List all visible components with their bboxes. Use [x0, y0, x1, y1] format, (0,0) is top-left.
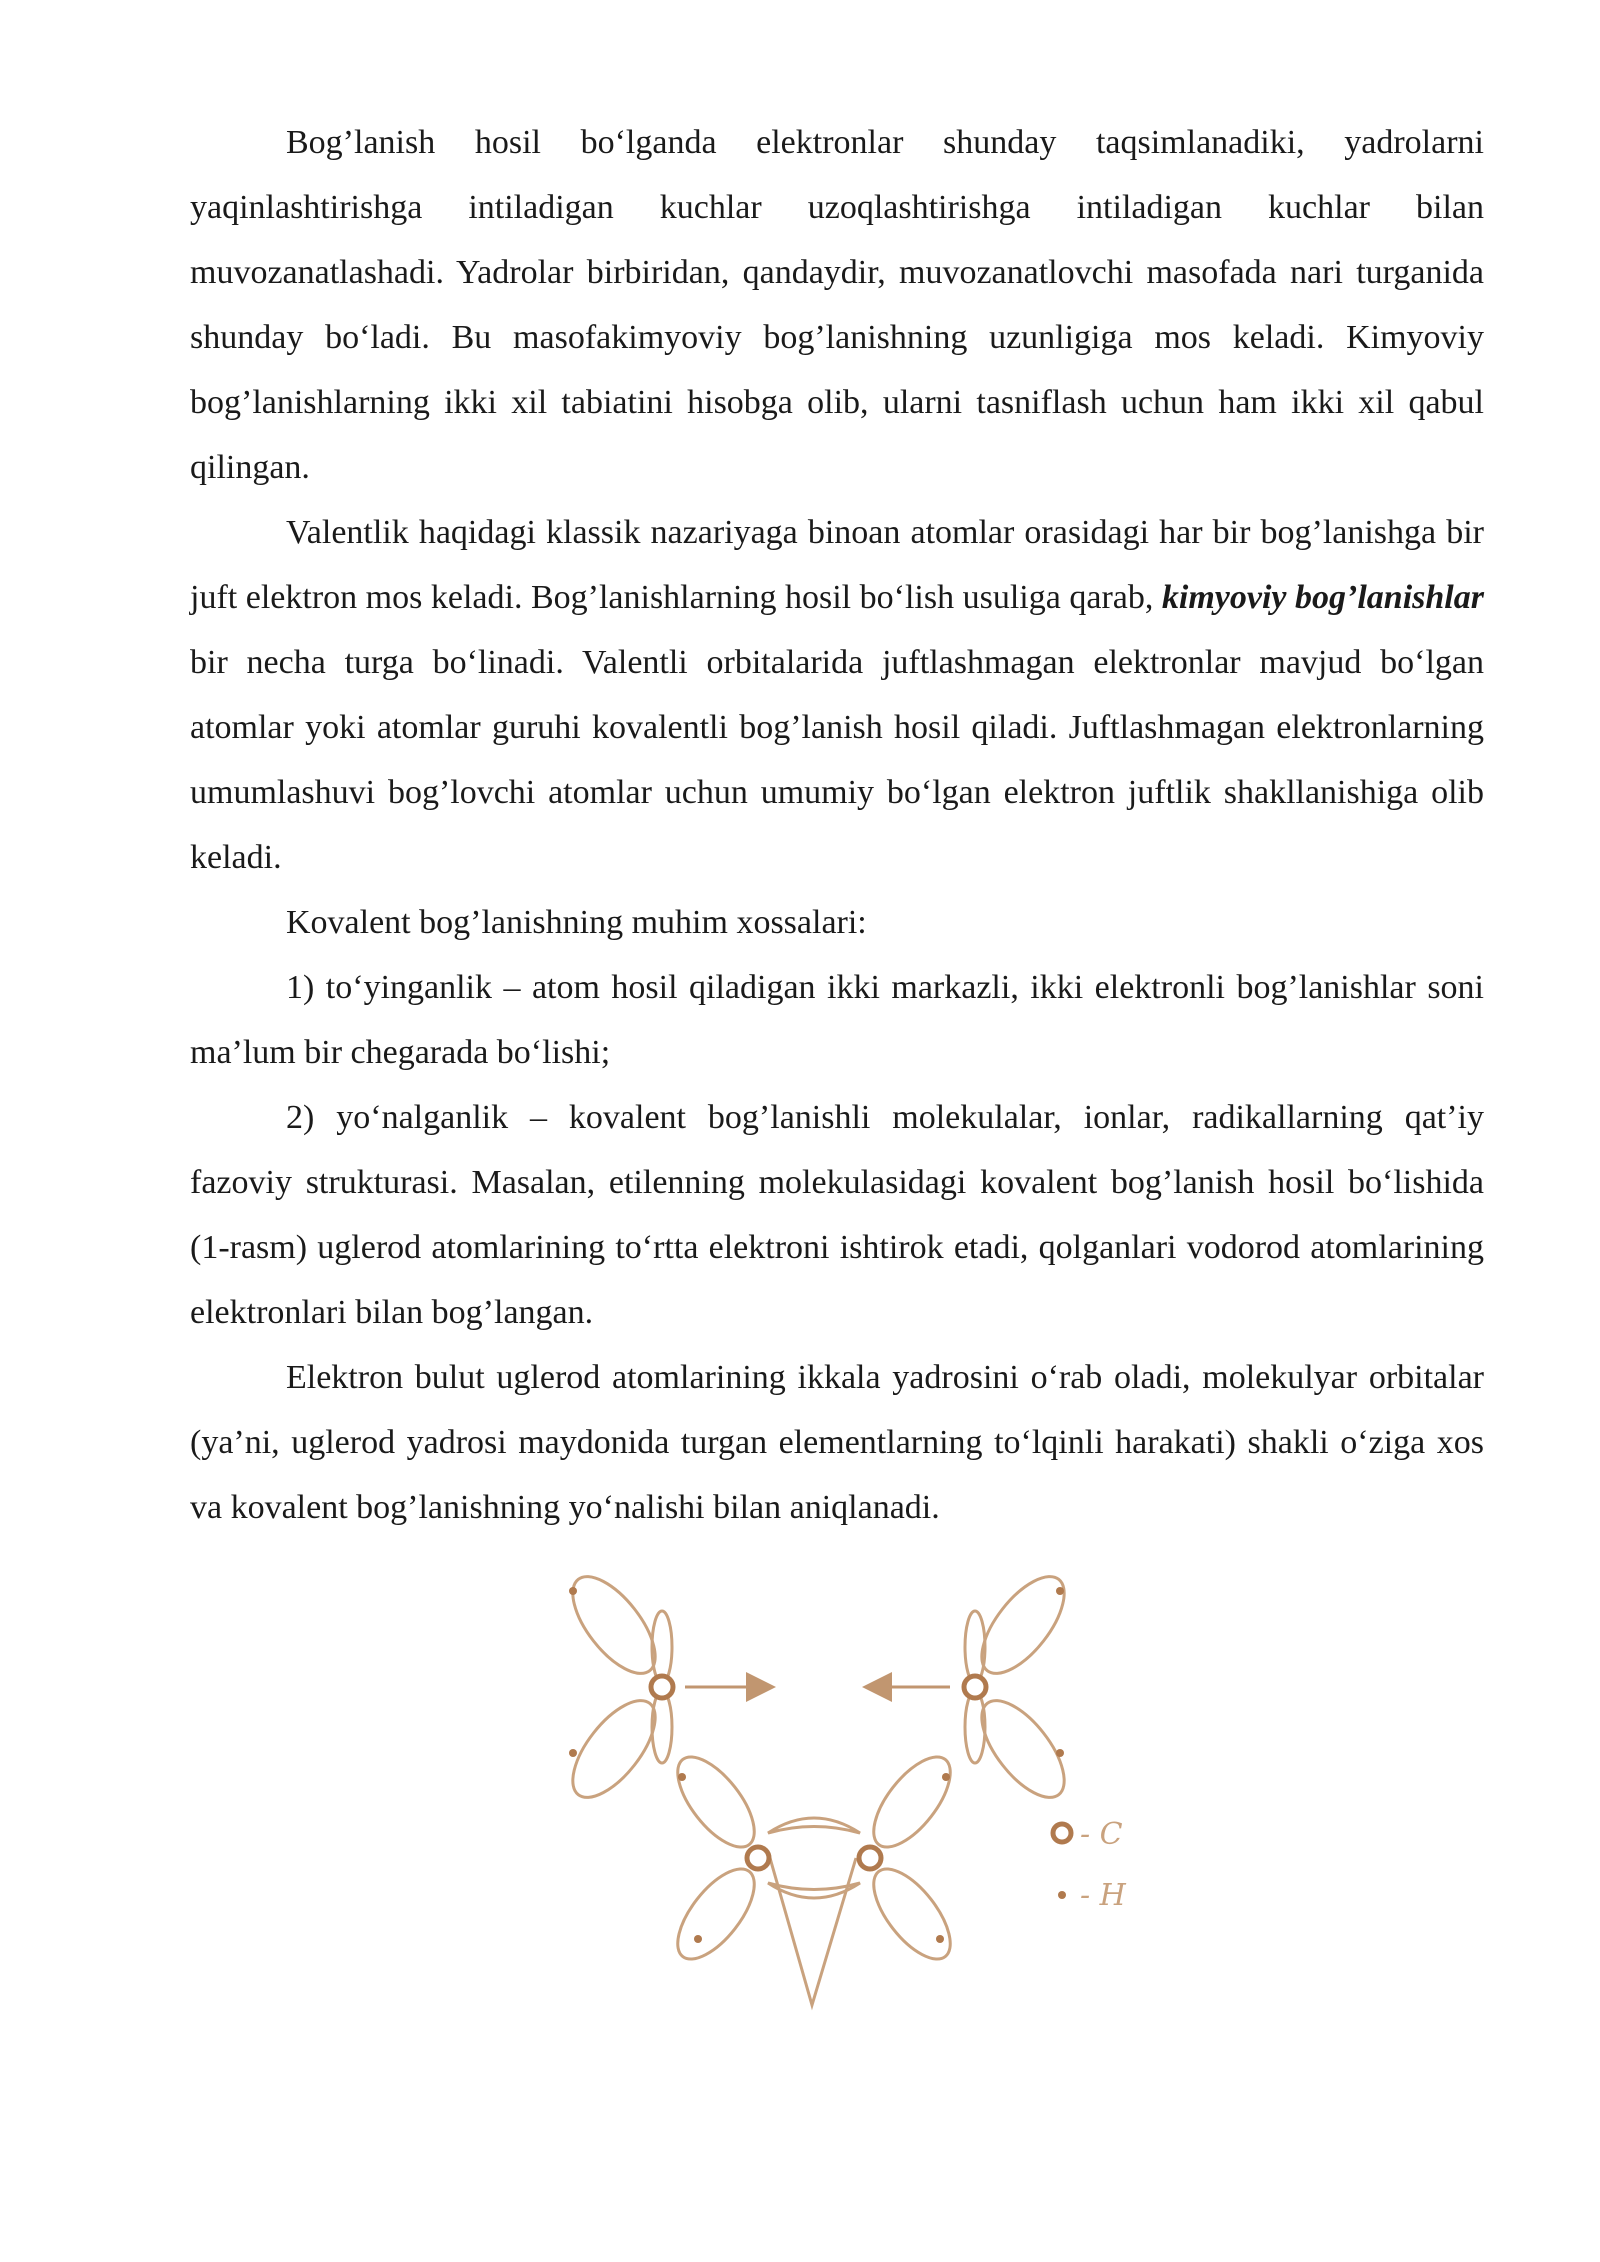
paragraph-2-end: bir necha turga bo‘linadi. Valentli orbitalarida juftlashmagan elektronlar mavjud bo‘lgan atomlar yoki atomlar guruhi kovalentli bog’lanish hosil qiladi. Juftlashmagan elektronlarning umumlashuvi bog’lovchi atomlar uchun umumiy bo‘lgan elektron juftlik shakllanishiga olib keladi. — [190, 644, 1484, 876]
legend-hydrogen-label: - H — [1080, 1878, 1126, 1913]
paragraph-1: Bog’lanish hosil bo‘lganda elektronlar shunday taqsimlanadiki, yadrolarni yaqinlashtirishga intiladigan kuchlar uzoqlashtirishga intiladigan kuchlar bilan muvozanatlashadi. Yadrolar birbiridan, qandaydir, muvozanatlovchi masofada nari turganida shunday bo‘ladi. Bu masofakimyoviy bog’lanishning uzunligiga mos keladi. Kimyoviy bog’lanishlarning ikki xil tabiatini hisobga olib, ularni tasniflash uchun ham ikki xil qabul qilingan. — [190, 124, 1484, 486]
ethylene-orbital-figure — [530, 1565, 1210, 2020]
paragraph-2 — [190, 500, 1484, 890]
list-item-directionality: 2) yo‘nalganlik – kovalent bog’lanishli molekulalar, ionlar, radikallarning qat’iy fazoviy strukturasi. Masalan, etilenning molekulasidagi kovalent bog’lanish hosil bo‘lishida (1-rasm) uglerod atomlarining to‘rtta elektroni ishtirok etadi, qolganlari vodorod atomlarining elektronlari bilan bog’langan. — [190, 1099, 1484, 1331]
list-item-saturation: 1) to‘yinganlik – atom hosil qiladigan ikki markazli, ikki elektronli bog’lanishlar soni ma’lum bir chegarada bo‘lishi; — [190, 969, 1484, 1071]
carbon-atom-top-right — [964, 1565, 1079, 1811]
legend-hydrogen-icon — [1058, 1891, 1066, 1899]
carbon-atom-top-left — [558, 1565, 673, 1811]
paragraph-6: Elektron bulut uglerod atomlarining ikkala yadrosini o‘rab oladi, molekulyar orbitalar (ya’ni, uglerod yadrosi maydonida turgan elementlarning to‘lqinli harakati) shakli o‘ziga xos va kovalent bog’lanishning yo‘nalishi bilan aniqlanadi. — [190, 1359, 1484, 1526]
ethylene-molecule — [664, 1745, 964, 2005]
figure-legend — [1053, 1817, 1127, 1913]
paragraph-3: Kovalent bog’lanishning muhim xossalari: — [286, 904, 867, 941]
document-body — [190, 110, 1484, 1540]
legend-carbon-icon — [1053, 1824, 1071, 1842]
legend-carbon-label: - C — [1080, 1817, 1123, 1852]
paragraph-2-start: Valentlik haqidagi klassik nazariyaga binoan atomlar orasidagi har bir bog’lanishga bir juft elektron mos keladi. Bog’lanishlarning hosil bo‘lish usuliga qarab, — [190, 514, 1484, 616]
emphasis-chemical-bonds: kimyoviy bog’lanishlar — [1161, 579, 1484, 616]
orbital-diagram — [530, 1565, 1210, 2020]
